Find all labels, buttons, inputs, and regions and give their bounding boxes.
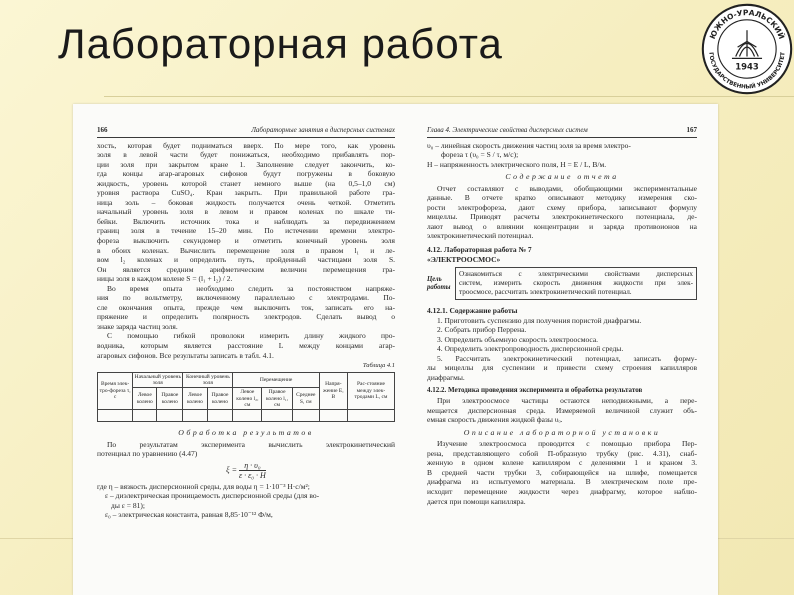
text-line: Он является средним арифметическим величин перемещения гра- — [97, 264, 395, 274]
method-paragraph — [427, 396, 697, 425]
table-subheader-cell: Правое колено l₁, см — [262, 388, 293, 410]
text-line: ε₀ – электрическая константа, равная 8,85·10⁻¹² Ф/м, — [105, 510, 273, 520]
university-emblem — [700, 2, 794, 96]
table-cell — [262, 410, 293, 422]
text-line: диафрагма из испытуемого материала. В электрическом поле пре- — [427, 477, 697, 487]
left-paragraph-3 — [97, 331, 395, 360]
table-subheader-cell: Левое колено — [183, 388, 207, 410]
list-item: лы мицеллы для суспензии и привести схему строения капилляров — [427, 363, 697, 373]
text-line: По результатам эксперимента вычислить электрокинетический — [107, 439, 395, 449]
text-line: данные. В отчете кратко описывают методику измерения ско- — [427, 193, 697, 203]
left-page — [97, 126, 395, 520]
table-header-cell: Время элек-тро-фореза τ, с — [98, 372, 133, 409]
text-line: в обоих коленах. Вычислить перемещение золя в правом l₁ и ле- — [97, 245, 395, 255]
text-line: С помощью гибкой проволоки измерить длину жидкого про- — [107, 331, 395, 341]
right-page-header — [427, 126, 697, 138]
text-line: водника, которым является расстояние L между концами агар- — [97, 341, 395, 351]
table-cell — [319, 410, 347, 422]
text-line: мещается дисперсионная среда. Измеряемой величиной служит объ- — [427, 405, 697, 415]
table-header-cell: Рас-стояние между элек-тродами L, см — [347, 372, 394, 409]
text-line: Ознакомиться с электрическими свойствами дисперсных — [459, 270, 693, 279]
table-cell — [183, 410, 207, 422]
text-line: дается при помощи капилляра. — [427, 496, 526, 506]
text-line: хость, которая будет подниматься вверх. По мере того, как уровень — [97, 140, 395, 150]
text-line: жидкость, уровень которой станет немного выше (на 0,5–1,0 см) — [97, 178, 395, 188]
table-header-cell: Начальный уровень золя — [134, 373, 181, 386]
text-line: ции золя при закрытом кране 1. Заполнение следует закончить, ко- — [97, 159, 395, 169]
goal-block — [427, 267, 697, 300]
results-table — [97, 372, 395, 422]
table-subheader-cell: Правое колено — [207, 388, 233, 410]
section-4-12-2-title: 4.12.2. Методика проведения эксперимента и обработка результатов — [427, 386, 643, 395]
text-line: золя в левой части будет понижаться, необходимо прибавлять пор- — [97, 150, 395, 160]
text-line: пряжение и определить полярность электродов. Сделать вывод о — [97, 312, 395, 322]
text-line: сле окончания опыта, прежде чем выключить ток, записать его на- — [97, 302, 395, 312]
text-line: потенциал по уравнению (4.47) — [97, 449, 198, 459]
text-line: υ₀ – линейная скорость движения частиц золя за время электро- — [427, 140, 631, 150]
left-page-running-head: Лабораторные занятия в дисперсных системах — [251, 126, 395, 134]
goal-label: Цель работы — [427, 275, 451, 291]
left-page-number: 166 — [97, 126, 108, 134]
text-line: троосмосе, рассчитать электрокинетический потенциал. — [459, 288, 632, 297]
text-line: агаровых сифонов. Все результаты записать в табл. 4.1. — [97, 350, 274, 360]
left-paragraph-2 — [97, 284, 395, 332]
table-header-cell: Напря-жение E, В — [319, 372, 347, 409]
title-underline — [104, 96, 794, 97]
emblem-bottom-text: ГОСУДАРСТВЕННЫЙ УНИВЕРСИТЕТ — [707, 51, 787, 91]
report-heading: Содержание отчета — [505, 172, 619, 182]
text-line: рости электрофореза, дают схему прибора, записывают формулу — [427, 202, 697, 212]
list-item: 2. Собрать прибор Перрена. — [437, 325, 527, 335]
list-item: 1. Приготовить суспензию для получения пористой диафрагмы. — [437, 315, 642, 325]
text-line: H – напряженность электрического поля, H = E / L, В/м. — [427, 159, 607, 169]
right-page — [427, 126, 697, 506]
text-line: ды ε = 81); — [111, 500, 145, 510]
right-page-running-head: Глава 4. Электрические свойства дисперсных систем — [427, 126, 588, 134]
table-subheader-cell: Среднее S, см — [292, 388, 319, 410]
slide-title: Лабораторная работа — [58, 20, 503, 67]
text-line: исходит перемещение жидкости через диафрагму, которое наблю- — [427, 486, 697, 496]
formula-lhs: ξ = — [226, 465, 237, 475]
zeta-formula — [97, 461, 395, 480]
scanned-textbook-pages — [73, 104, 718, 595]
text-line: рена, представляющего собой П-образную трубку (рис. 4.31), снаб- — [427, 448, 697, 458]
text-line: ε – диэлектрическая проницаемость дисперсионной среды (для во- — [105, 491, 320, 501]
formula-numerator: η · υ₀ — [244, 460, 261, 470]
table-cell — [347, 410, 394, 422]
table-subheader-cell: Левое колено — [133, 388, 157, 410]
setup-heading: Описание лабораторной установки — [463, 427, 661, 437]
right-page-number: 167 — [686, 126, 697, 134]
table-cell — [133, 410, 157, 422]
text-line: Во время опыта необходимо следить за постоянством напряже- — [107, 283, 395, 293]
table-cell — [98, 410, 133, 422]
table-subheader-cell: Правое колено — [157, 388, 183, 410]
list-item: 3. Определить объемную скорость электроосмоса. — [437, 334, 599, 344]
table-subheader-cell: Левое колено l₂, см — [233, 388, 262, 410]
work-steps-list — [427, 316, 697, 383]
setup-paragraph — [427, 439, 697, 506]
text-line: границ золя в течение 15–20 мин. По истечении времени электро- — [97, 226, 395, 236]
text-line: гда концы агар-агаровых сифонов будут погружены в боковую — [97, 169, 395, 179]
results-heading: Обработка результатов — [178, 428, 314, 438]
text-line: ницы золя в каждом колене S = (l₁ + l₂) / 2. — [97, 274, 233, 284]
list-item: диафрагмы. — [427, 372, 465, 382]
text-line: мицеллы. Приводят расчеты электрокинетического потенциала, де- — [427, 212, 697, 222]
goal-box — [455, 267, 697, 300]
table-caption: Таблица 4.1 — [362, 362, 395, 370]
text-line: фореза выключить секундомер и отметить конечный уровень золя — [97, 236, 395, 246]
text-line: Изучение электроосмоса проводится с помощью прибора Пер- — [437, 439, 697, 449]
formula-denominator: ε · ε₀ · H — [238, 470, 266, 480]
formula-fraction — [239, 461, 266, 480]
table-header-cell: Конечный уровень золя — [183, 372, 233, 388]
text-line: электрокинетический потенциал. — [427, 231, 534, 241]
lab-work-name: «ЭЛЕКТРООСМОС» — [427, 254, 501, 264]
text-line: форезa τ (υ₀ = S / τ, м/с); — [441, 150, 519, 160]
text-line: ния по вольтметру, включенному параллельно с электродами. По- — [97, 293, 395, 303]
table-cell — [157, 410, 183, 422]
section-4-12-1-title: 4.12.1. Содержание работы — [427, 306, 518, 316]
text-line: бейки. Включить источник тока и наблюдать за передвижением — [97, 216, 395, 226]
text-line: начальный уровень золя в левом и правом коленах по шкале ти- — [97, 207, 395, 217]
lab-work-title: 4.12. Лабораторная работа № 7 — [427, 245, 532, 255]
text-line: уровня раствора CuSO₄. Кран закрыть. При правильной работе гра- — [97, 188, 395, 198]
text-line: вом l₂ коленах и определить путь, пройденный частицами золя S. — [97, 255, 395, 265]
table-cell — [292, 410, 319, 422]
list-item: 5. Рассчитать электрокинетический потенциал, записать форму- — [437, 353, 697, 363]
text-line: При электроосмосе частицы остаются неподвижными, а пере- — [437, 396, 697, 406]
left-paragraph-1 — [97, 141, 395, 284]
text-line: емная скорость движения жидкой фазы υₒ. — [427, 415, 563, 425]
table-cell — [207, 410, 233, 422]
text-line: Отчет составляют с выводами, обобщающими экспериментальные — [437, 183, 697, 193]
emblem-year: 1943 — [735, 61, 759, 72]
left-page-header — [97, 126, 395, 138]
list-item: 4. Определить электропроводность дисперсионной среды. — [437, 344, 624, 354]
table-header-cell: Перемещение — [233, 372, 319, 388]
text-line: женную в одном колене капилляром с делениями 1 и краном 3. — [427, 458, 697, 468]
text-line: где η – вязкость дисперсионной среды, для воды η = 1·10⁻³ Н·с/м²; — [97, 481, 310, 491]
report-paragraph — [427, 184, 697, 241]
text-line: ница золь – боковая жидкость получается очень четкой. Отметить — [97, 197, 395, 207]
text-line: знаке заряда частиц золя. — [97, 321, 178, 331]
text-line: В средней части трубки 3, собирающейся на шлифе, помещается — [427, 467, 697, 477]
text-line: систем, измерить скорость движения жидкости при элек- — [459, 279, 693, 288]
table-cell — [233, 410, 262, 422]
text-line: лают вывод о влиянии концентрации и заряда противоионов на — [427, 221, 697, 231]
emblem-top-text: ЮЖНО-УРАЛЬСКИЙ — [707, 8, 787, 41]
